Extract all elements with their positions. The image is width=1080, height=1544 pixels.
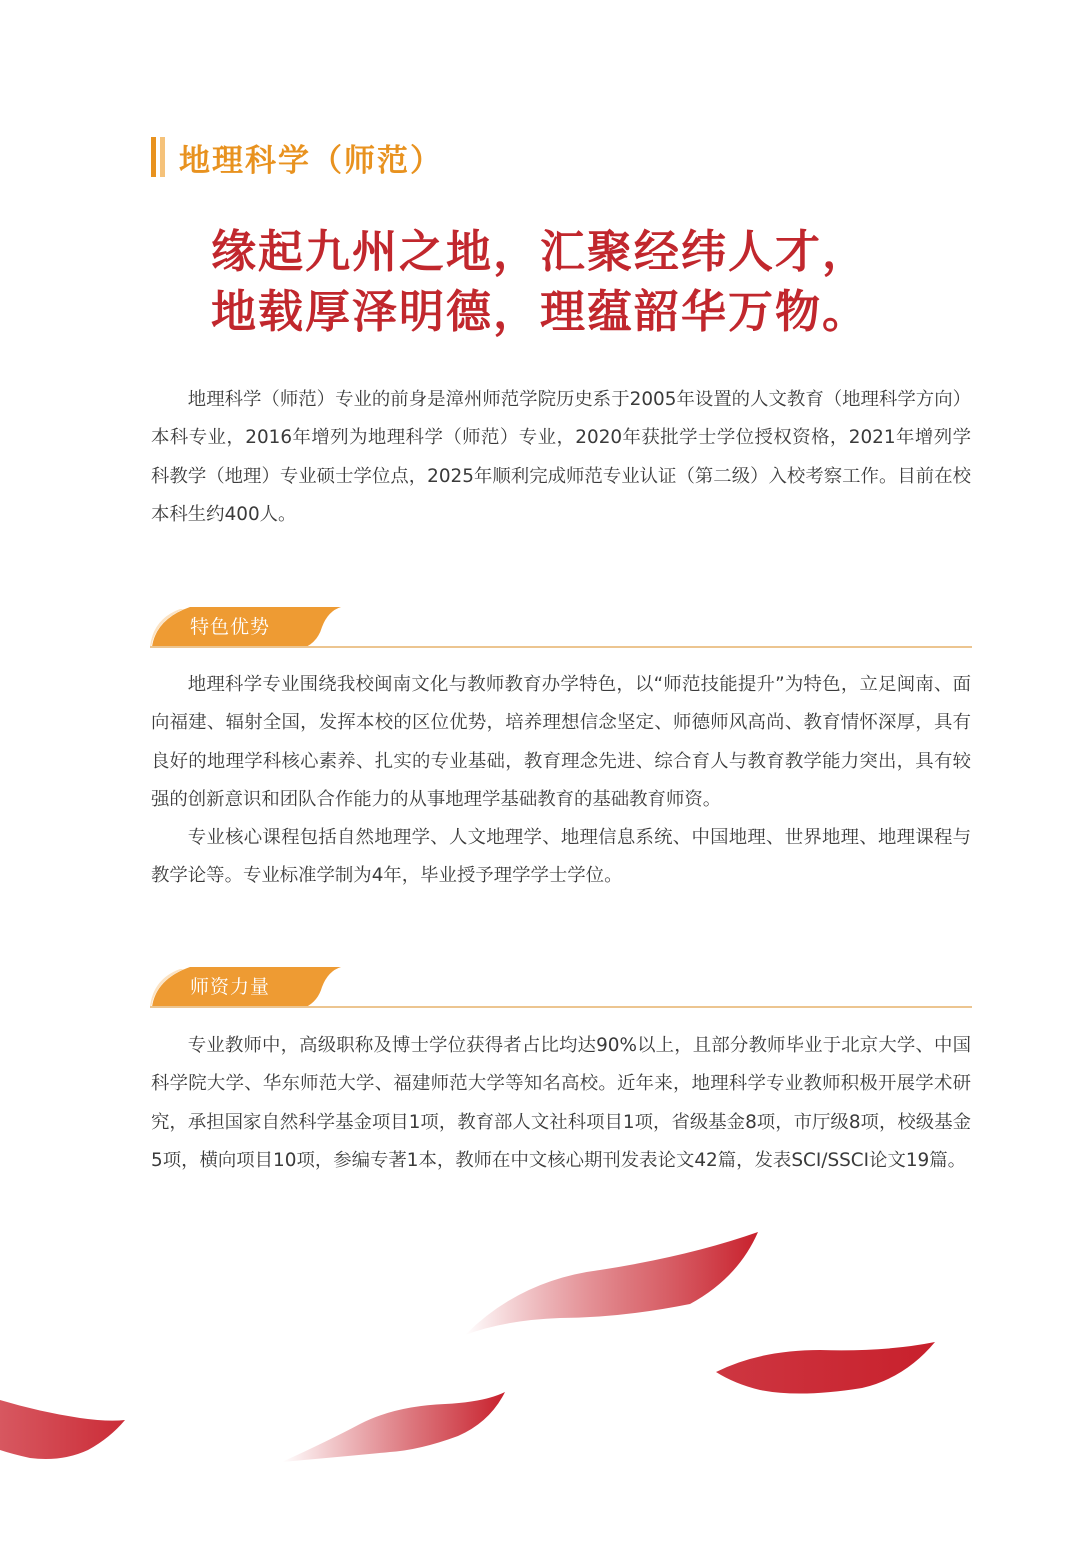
section-tab bbox=[150, 607, 340, 647]
section-label: 特色优势 bbox=[190, 616, 271, 638]
section-tab bbox=[150, 967, 340, 1007]
slogan bbox=[0, 222, 1080, 342]
intro-paragraph: 地理科学（师范）专业的前身是漳州师范学院历史系于2005年设置的人文教育（地理科学方向）本科专业，2016年增列为地理科学（师范）专业，2020年获批学士学位授权资格，2021年增列学科教学（地理）专业硕士学位点，2025年顺利完成师范专业认证（第二级）入校考察工作。目前在校本科生约400人。 bbox=[151, 389, 971, 525]
section-header-faculty bbox=[150, 967, 972, 1007]
section-label: 师资力量 bbox=[190, 976, 271, 998]
section-header-features bbox=[150, 607, 972, 647]
slogan-line-1: 缘起九州之地，汇聚经纬人才， bbox=[210, 225, 869, 278]
page-title: 地理科学（师范） bbox=[179, 142, 443, 179]
title-bar-icon bbox=[151, 137, 165, 177]
features-paragraph-1: 地理科学专业围绕我校闽南文化与教师教育办学特色，以“师范技能提升”为特色，立足闽南、面向福建、辐射全国，发挥本校的区位优势，培养理想信念坚定、师德师风高尚、教育情怀深厚，具有良好的地理学科核心素养、扎实的专业基础，教育理念先进、综合育人与教育教学能力突出，具有较强的创新意识和团队合作能力的从事地理学基础教育的基础教育师资。 bbox=[151, 674, 971, 810]
slogan-line-2: 地载厚泽明德，理蕴韶华万物。 bbox=[210, 285, 869, 338]
faculty-paragraph: 专业教师中，高级职称及博士学位获得者占比均达90%以上，且部分教师毕业于北京大学、中国科学院大学、华东师范大学、福建师范大学等知名高校。近年来，地理科学专业教师积极开展学术研究，承担国家自然科学基金项目1项，教育部人文社科项目1项，省级基金8项，市厅级8项，校级基金5项，横向项目10项，参编专著1本，教师在中文核心期刊发表论文42篇，发表SCI/SSCI论文19篇。 bbox=[151, 1035, 971, 1171]
ribbon-decoration bbox=[0, 1200, 1080, 1544]
features-paragraph-2: 专业核心课程包括自然地理学、人文地理学、地理信息系统、中国地理、世界地理、地理课程与教学论等。专业标准学制为4年，毕业授予理学学士学位。 bbox=[151, 827, 971, 887]
section-divider bbox=[150, 1006, 972, 1008]
page-title-block bbox=[151, 136, 443, 178]
section-divider bbox=[150, 646, 972, 648]
